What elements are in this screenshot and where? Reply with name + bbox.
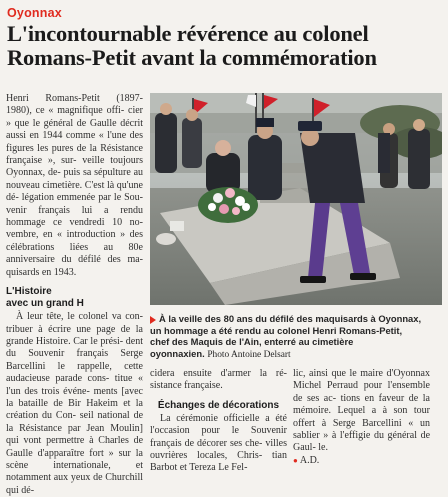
text-line: cidera ensuite d'armer la ré-: [150, 368, 287, 379]
text-line: Serge Barcellini « un sablier »: [293, 417, 430, 442]
text-line: l'occasion pour le Souvenir: [150, 425, 287, 437]
headline: [7, 22, 442, 70]
author-signature: A.D.: [299, 454, 320, 466]
text-line: Hakeim et la création du Con-: [6, 397, 144, 422]
section-label: Oyonnax: [7, 6, 62, 20]
caption-line: À la veille des 80 ans du défilé des maquisards à Oyonnax,: [159, 313, 422, 324]
subheading-line-1: L'Histoire: [6, 286, 52, 298]
caption-triangle-icon: [150, 316, 156, 324]
text-line: 1980), ce « magnifique offi-: [6, 105, 125, 117]
text-line: ments [avec la bataille de Bir: [6, 385, 143, 409]
text-line: venir français lui a rendu: [6, 204, 143, 216]
text-line: seil national de la Résistance: [6, 410, 144, 434]
text-line: la Résistance française », sur-: [6, 142, 143, 167]
text-line: anniversaire du défilé des ma-: [6, 254, 143, 266]
text-line: des célébrations liées au 80e: [6, 229, 144, 253]
continuation-paragraph: [150, 368, 287, 393]
text-line: à l'effigie du général de Gaul-: [293, 430, 431, 454]
column-1: [6, 93, 143, 497]
text-line: pour l'ensemble de ses ac-: [293, 380, 430, 404]
subheading-history: [6, 286, 143, 310]
text-line: décrit aussi en 1944 comme: [6, 117, 143, 142]
text-line: hommage ce vendredi 10 no-: [6, 217, 143, 229]
text-line: par Jean Moulin] qui vont: [6, 422, 143, 447]
caption-line: oyonnaxien.: [150, 347, 205, 359]
text-line: légation emmenée par le Sou-: [21, 192, 143, 204]
text-line: « l'une des figures les pures de: [6, 130, 144, 154]
text-line: À leur tête, le colonel va con-: [16, 311, 143, 323]
closing-paragraph: [293, 368, 430, 455]
text-line: titue « l'un des trois événe-: [6, 373, 144, 397]
text-line: d'apparaître fort » sur la scène: [6, 447, 143, 471]
photo-credit: Photo Antoine Delsart: [207, 349, 291, 360]
text-line: quisards en 1943.: [6, 266, 77, 278]
text-line: aux yeux de Churchill qui dé-: [6, 472, 144, 496]
article-photo: [150, 93, 442, 305]
caption-line: chef des Maquis de l'Ain, enterré au cimetière: [150, 336, 354, 348]
text-line: puis sa sépulture au nouveau: [6, 167, 144, 191]
bullet-icon: ●: [293, 455, 298, 465]
photo-illustration: [150, 93, 442, 305]
column-3: [293, 368, 430, 467]
caption-line: un hommage a été rendu au colonel Henri Romans-Petit,: [150, 324, 403, 336]
subheading-decorations: Échanges de décorations: [157, 399, 280, 411]
text-line: cette audacieuse parade cons-: [6, 360, 143, 385]
text-line: français de décorer ses che-: [150, 437, 263, 449]
decorations-paragraph: [150, 413, 287, 475]
text-line: le.: [318, 442, 328, 454]
text-line: Henri Romans-Petit (1897-: [6, 93, 143, 104]
history-paragraph: [6, 311, 143, 497]
text-line: villes ouvrières locales, Chris-: [150, 437, 287, 462]
text-line: cier » que le général de Gaulle: [6, 105, 144, 129]
text-line: sistance française.: [150, 380, 223, 392]
text-line: dent du Souvenir français: [6, 335, 143, 360]
text-line: Serge Barcellini le rappelle,: [6, 348, 143, 372]
subheading-line-2: avec un grand H: [6, 298, 84, 310]
text-line: tions en faveur de la mémoire.: [293, 392, 430, 417]
text-line: La cérémonie officielle a été: [160, 412, 287, 424]
text-line: cimetière. C'est là qu'une dé-: [6, 179, 143, 204]
text-line: veille toujours Oyonnax, de-: [6, 155, 143, 179]
text-line: permettre à Charles de Gaulle: [6, 435, 144, 459]
article-body: [6, 93, 442, 496]
text-line: tribuer à écrire une page de la: [6, 323, 143, 335]
photo-caption: [150, 313, 442, 361]
text-line: Lequel a à son tour offert à: [293, 405, 431, 429]
headline-line-2: Romans-Petit avant la commémoration: [7, 45, 377, 70]
text-line: grande Histoire. Car le prési-: [6, 335, 124, 347]
text-line: vembre, en « introduction »: [6, 229, 126, 241]
signature-line: [293, 455, 430, 467]
headline-line-1: L'incontournable révérence au colonel: [7, 21, 369, 46]
text-line: lic, ainsi que le maire: [293, 368, 383, 379]
intro-paragraph: [6, 93, 143, 279]
column-2: [150, 368, 287, 475]
text-line: d'Oyonnax Michel Perraud: [293, 368, 430, 392]
text-line: tian Barbot et Tereza Le Fel-: [150, 450, 287, 474]
text-line: internationale, et notamment: [6, 459, 143, 484]
